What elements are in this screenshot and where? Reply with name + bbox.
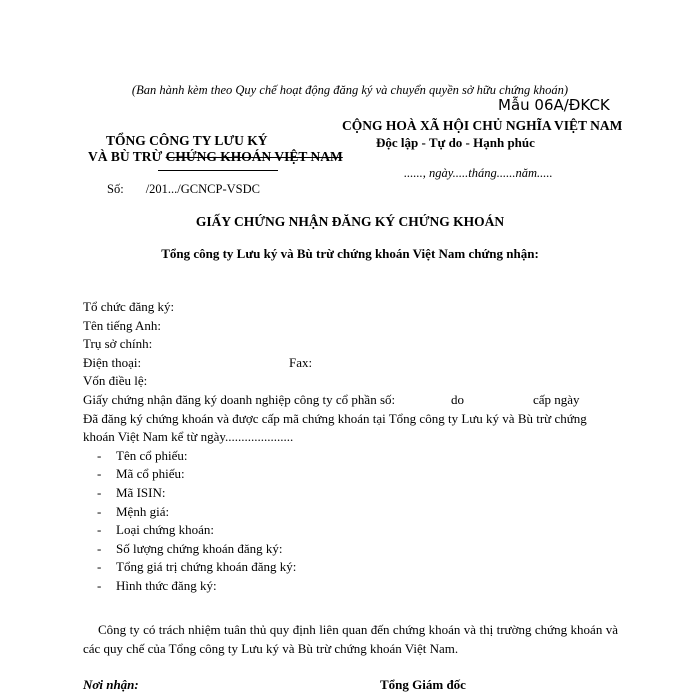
commitment-paragraph: Công ty có trách nhiệm tuân thủ quy định liên quan đến chứng khoán và thị trường chứng khoán và các quy chế của Tổng công ty Lưu ký và Bù trừ chứng khoán Việt Nam. — [83, 622, 618, 656]
org-name-line2-struck: CHỨNG KHOÁN VIỆT NAM — [165, 149, 343, 164]
list-item-label: Mã cổ phiếu: — [116, 466, 185, 482]
field-biz-reg-date: cấp ngày — [533, 391, 580, 407]
document-title: GIẤY CHỨNG NHẬN ĐĂNG KÝ CHỨNG KHOÁN — [195, 214, 505, 229]
field-phone-fax — [83, 354, 618, 373]
registered-statement: Đã đăng ký chứng khoán và được cấp mã chứng khoán tại Tổng công ty Lưu ký và Bù trừ chứng khoán Việt Nam kể từ ngày..................... — [83, 410, 587, 445]
document-subtitle: Tổng công ty Lưu ký và Bù trừ chứng khoán Việt Nam chứng nhận: — [161, 246, 539, 261]
security-details-list — [83, 447, 618, 596]
field-biz-reg-by: do — [451, 391, 464, 407]
dash-marker: - — [97, 484, 102, 500]
nation-title: CỘNG HOÀ XÃ HỘI CHỦ NGHĨA VIỆT NAM — [342, 118, 623, 133]
field-english-name: Tên tiếng Anh: — [83, 317, 161, 333]
list-item-label: Mã ISIN: — [116, 484, 166, 500]
list-item-label: Loại chứng khoán: — [116, 522, 215, 538]
dash-marker: - — [97, 577, 102, 593]
list-item — [83, 540, 618, 559]
list-item — [83, 465, 618, 484]
list-item — [83, 447, 618, 466]
dash-marker: - — [97, 503, 102, 519]
list-item-label: Tổng giá trị chứng khoán đăng ký: — [116, 559, 297, 575]
list-item-label: Mệnh giá: — [116, 503, 170, 519]
list-item — [83, 577, 618, 596]
org-underline-divider — [158, 170, 278, 171]
org-name-line1: TỔNG CÔNG TY LƯU KÝ — [106, 133, 268, 148]
field-charter-capital: Vốn điều lệ: — [83, 373, 148, 389]
field-biz-reg-label: Giấy chứng nhận đăng ký doanh nghiệp công ty cổ phần số: — [83, 391, 396, 407]
org-name-line2-prefix: VÀ BÙ TRỪ — [88, 149, 166, 164]
dash-marker: - — [97, 447, 102, 463]
list-item — [83, 503, 618, 522]
field-phone: Điện thoại: — [83, 354, 142, 370]
signer-title: Tổng Giám đốc — [380, 677, 466, 692]
field-org-name: Tổ chức đăng ký: — [83, 299, 175, 314]
nation-motto: Độc lập - Tự do - Hạnh phúc — [376, 135, 535, 150]
date-line: ......, ngày.....tháng......năm..... — [404, 166, 553, 180]
dash-marker: - — [97, 466, 102, 482]
field-head-office: Trụ sở chính: — [83, 336, 153, 352]
list-item — [83, 521, 618, 540]
number-label: Số: — [107, 182, 124, 196]
form-code: Mẫu 06A/ĐKCK — [498, 96, 610, 114]
dash-marker: - — [97, 522, 102, 538]
recipient-label: Nơi nhận: — [83, 677, 139, 692]
issued-note: (Ban hành kèm theo Quy chế hoạt động đăng ký và chuyển quyền sở hữu chứng khoán) — [131, 83, 569, 97]
list-item-label: Hình thức đăng ký: — [116, 577, 217, 593]
list-item-label: Số lượng chứng khoán đăng ký: — [116, 540, 283, 556]
number-value: /201.../GCNCP-VSDC — [145, 182, 260, 196]
org-name-line2 — [88, 149, 343, 165]
dash-marker: - — [97, 540, 102, 556]
registration-fields — [83, 298, 618, 596]
list-item — [83, 484, 618, 503]
document-number — [107, 182, 260, 197]
field-business-registration — [83, 391, 618, 410]
dash-marker: - — [97, 559, 102, 575]
field-fax: Fax: — [289, 354, 313, 370]
list-item — [83, 558, 618, 577]
list-item-label: Tên cổ phiếu: — [116, 447, 188, 463]
